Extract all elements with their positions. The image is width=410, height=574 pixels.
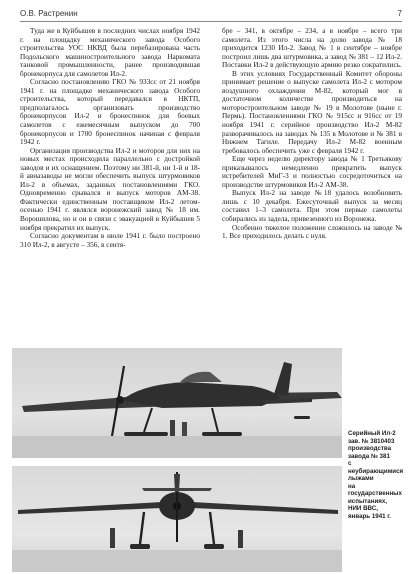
paragraph: Согласно постановлению ГКО № 933сс от 21 ноября 1941 г. на площадке механического завода Особого строительства, который передавался в НКТП, предполагалось организовать производство бронекорпусов Ил-2 и бронеспинок для боевых самолетов с ежемесячным выпуском до 700 бронекорпусов и 1700 бронеспинок начиная с февраля 1942 г. <box>20 78 200 147</box>
caption-line: лыжами <box>348 475 374 482</box>
caption-line: на государственных <box>348 482 402 497</box>
caption-line: производства <box>348 445 392 452</box>
caption-line: с неубирающимися <box>348 460 404 475</box>
left-text-column <box>20 27 200 249</box>
page-header <box>20 9 402 21</box>
paragraph: Согласно документам в июле 1941 г. было построено 310 Ил-2, в августе – 356, в сентя- <box>20 232 200 249</box>
paragraph: Выпуск Ил-2 на заводе №18 удалось возобновить лишь с 10 декабря. Ежесуточный выпуск за месяц составил 1–3 самолета. При этом первые самолеты собирались из задела, привезенного из Воронежа. <box>222 189 402 224</box>
caption-line: январь 1941 г. <box>348 512 391 520</box>
caption-line: испытаниях, <box>348 497 388 505</box>
running-head-author: О.В. Растренин <box>20 9 78 18</box>
paragraph: Организация производства Ил-2 и моторов для них на новых местах происходила параллельно с достройкой заводов и их оснащением. Поэтому ни 381-й, ни 1-й и 18-й авиазаводы не могли обеспечить выпуск штурмовиков Ил-2 в объемах, заданных постановлениями ГКО. Одновременно срывался и выпуск моторов АМ-38. Фактически единственным поставщиком Ил-2 летом-осенью 1941 г. являлся воронежский завод № 18 им. Ворошилова, но и он в связи с эвакуацией в Куйбышев 5 ноября прекратил их выпуск. <box>20 146 200 232</box>
right-text-column <box>222 27 402 241</box>
paragraph: Еще через неделю директору завода № 1 Третьякову приказывалось немедленно прекратить выпуск истребителей МиГ-3 и полностью сосредоточиться на производстве штурмовиков Ил-2 АМ-38. <box>222 155 402 189</box>
paragraph: Особенно тяжелое положение сложилось на заводе № 1. Все приходилось делать с нуля. <box>222 223 402 241</box>
photo-caption <box>348 430 406 520</box>
paragraph: бре – 341, в октябре – 234, а в ноябре – всего три самолета. Из этого числа на долю завода № 18 приходится 1230 Ил-2. Завод № 1 в сентябре – ноябре построил лишь два штурмовика, а завод № 381 – 12 Ил-2. Поставки Ил-2 в действующую армию резко сократились. <box>222 27 402 70</box>
caption-line: НИИ ВВС, <box>348 505 378 512</box>
caption-line: Серийный Ил-2 <box>348 430 396 437</box>
page-number: 7 <box>397 9 402 18</box>
caption-line: завода № 381 <box>348 452 390 460</box>
paragraph: Туда же в Куйбышев в последних числах ноября 1942 г. на площадку механического завода Особого строительства УОС НКВД была перебазирована часть Подольского машиностроительного завода Наркомата танковой промышленности, ранее производившая бронекорпуса для самолетов Ил-2. <box>20 27 200 78</box>
photo-aircraft-side-view <box>12 348 342 458</box>
header-rule <box>20 21 402 22</box>
caption-line: зав. № 3810403 <box>348 437 395 445</box>
photo-aircraft-front-view <box>12 466 342 572</box>
paragraph: В этих условиях Государственный Комитет обороны принимает решение о выпуске самолета Ил-2 с мотором воздушного охлаждения М-82, который мог в достаточном количестве производиться на моторостроительном заводе № 19 в Молотове (ныне г. Пермь). Постановлениями ГКО № 915сс и 916сс от 19 ноября 1941 г. серийное производство Ил-2 М-82 разворачивалось на заводах № 135 в Молотове и № 381 в Нижнем Тагиле. Передачу Ил-2 М-82 военным требовалось обеспечить уже с февраля 1942 г. <box>222 69 402 155</box>
